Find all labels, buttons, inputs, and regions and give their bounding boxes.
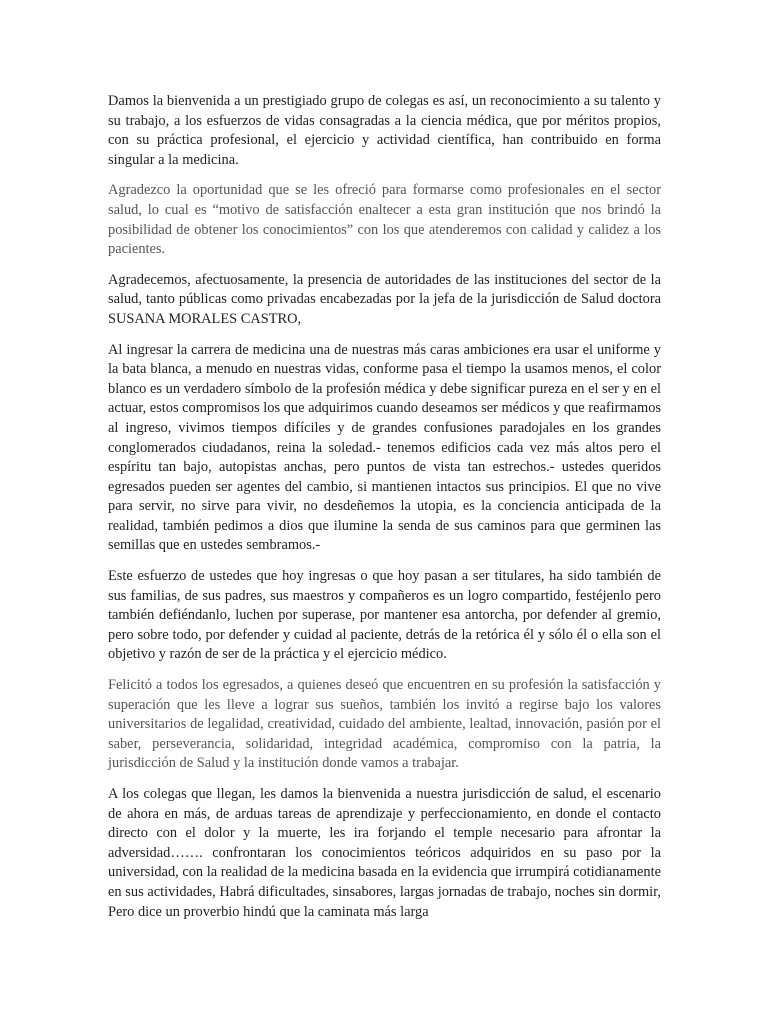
paragraph-gratitude-opportunity: Agradezco la oportunidad que se les ofreció para formarse como profesionales en el sector salud, lo cual es “motivo de satisfacción enaltecer a esta gran institución que nos brindó la posibilidad de obtener los conocimientos” con los que atenderemos con calidad y calidez a los pacientes. [108,182,661,258]
paragraph-new-colleagues: A los colegas que llegan, les damos la bienvenida a nuestra jurisdicción de salud, el escenario de ahora en más, de arduas tareas de aprendizaje y perfeccionamiento, en donde el contacto directo con el dolor y la muerte, les ira forjando el temple necesario para afrontar la adversidad……. confrontaran los conocimientos teóricos adquiridos en su paso por la universidad, con la realidad de la medicina basada en la evidencia que irrumpirá cotidianamente en sus actividades, Habrá dificultades, sinsabores, largas jornadas de trabajo, noches sin dormir, Pero dice un proverbio hindú que la caminata más larga [108,786,661,920]
paragraph-white-coat: Al ingresar la carrera de medicina una de nuestras más caras ambiciones era usar el uniforme y la bata blanca, a menudo en nuestras vidas, conforme pasa el tiempo la usamos menos, el color blanco es un verdadero símbolo de la profesión médica y debe significar pureza en el ser y en el actuar, estos compromisos los que adquirimos cuando deseamos ser médicos y que reafirmamos al ingreso, vivimos tiempos difíciles y de grandes confusiones paradojales en los grandes conglomerados ciudadanos, reina la soledad.- tenemos edificios cada vez más altos pero el espíritu tan bajo, autopistas anchas, pero puntos de vista tan estrechos.- ustedes queridos egresados pueden ser agentes del cambio, si mantienen intactos sus principios. El que no vive para servir, no sirve para vivir, no desdeñemos la utopia, es la conciencia anticipada de la realidad, también pedimos a dios que ilumine la senda de sus caminos para que germinen las semillas que en ustedes sembramos.- [108,341,661,554]
paragraph-family-effort: Este esfuerzo de ustedes que hoy ingresas o que hoy pasan a ser titulares, ha sido también de sus familias, de sus padres, sus maestros y compañeros es un logro compartido, festéjenlo pero también defiéndanlo, luchen por superase, por mantener esa antorcha, por defender al gremio, pero sobre todo, por defender y cuidad al paciente, detrás de la retórica él y sólo él o ella son el objetivo y razón de ser de la práctica y el ejercicio médico. [108,568,661,663]
paragraph-authorities: Agradecemos, afectuosamente, la presencia de autoridades de las instituciones del sector de la salud, tanto públicas como privadas encabezadas por la jefa de la jurisdicción de Salud doctora SUSANA MORALES CASTRO, [108,271,661,327]
paragraph-congratulations: Felicitó a todos los egresados, a quienes deseó que encuentren en su profesión la satisfacción y superación que les lleve a lograr sus sueños, también los invitó a regirse bajo los valores universitarios de legalidad, creatividad, cuidado del ambiente, lealtad, innovación, pasión por el saber, perseverancia, solidaridad, integridad académica, compromiso con la patria, la jurisdicción de Salud y la institución donde vamos a trabajar. [108,677,661,772]
document-body [108,92,661,933]
paragraph-welcome: Damos la bienvenida a un prestigiado grupo de colegas es así, un reconocimiento a su talento y su trabajo, a los esfuerzos de vidas consagradas a la ciencia médica, que por méritos propios, con su práctica profesional, el ejercicio y actividad científica, han contribuido en forma singular a la medicina. [108,93,661,168]
